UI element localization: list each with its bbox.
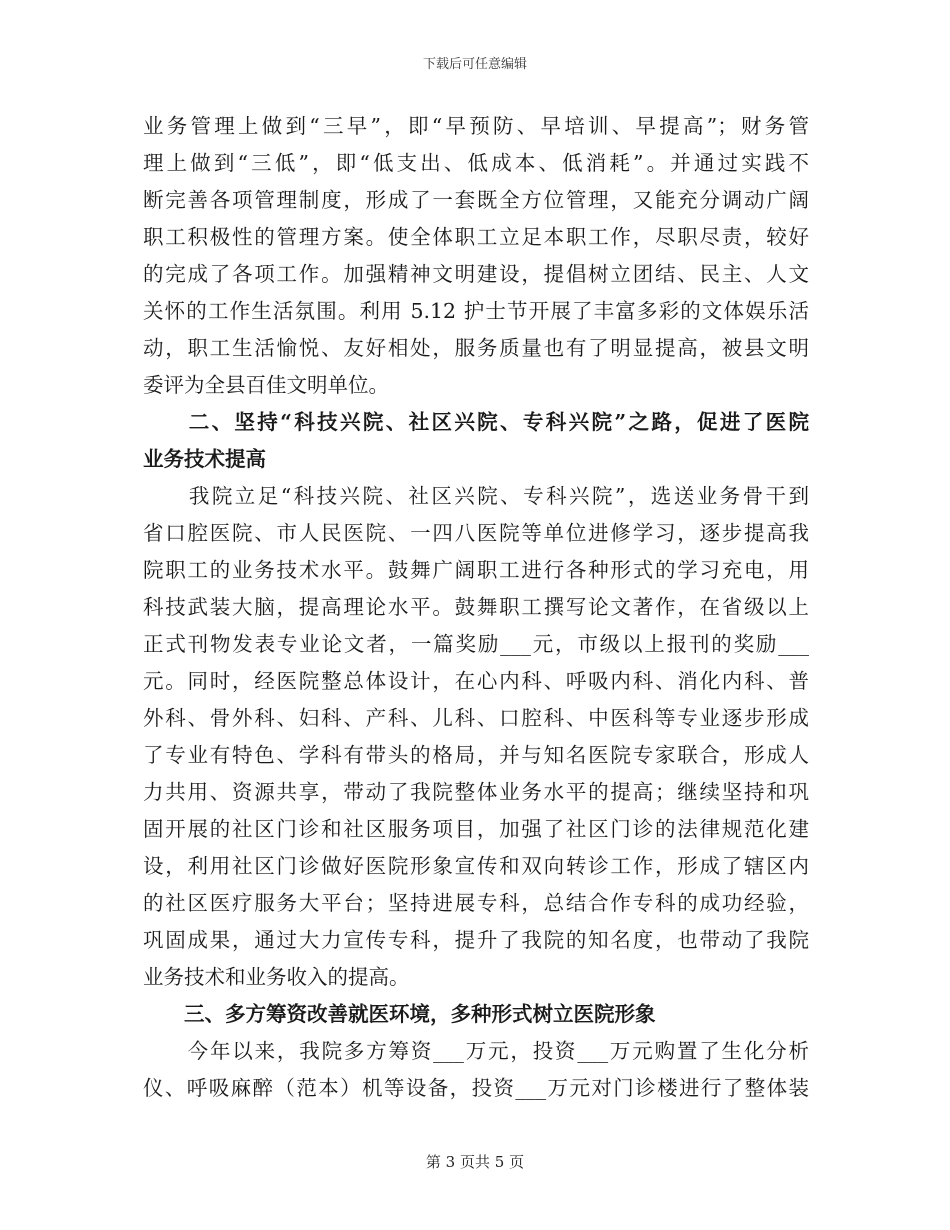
paragraph-line: 固开展的社区门诊和社区服务项目，加强了社区门诊的法律规范化建: [143, 817, 809, 841]
paragraph-line: 委评为全县百佳文明单位。: [143, 373, 389, 397]
paragraph-line: 的完成了各项工作。加强精神文明建设，提倡树立团结、民主、人文: [143, 262, 809, 286]
paragraph-line: 了专业有特色、学科有带头的格局，并与知名医院专家联合，形成人: [143, 743, 809, 767]
paragraph-line: 仪、呼吸麻醉（范本）机等设备，投资___万元对门诊楼进行了整体装: [143, 1076, 809, 1100]
document-body: [143, 108, 809, 1107]
paragraph-line: 省口腔医院、市人民医院、一四八医院等单位进修学习，逐步提高我: [143, 521, 809, 545]
paragraph-line: 业务管理上做到“三早”，即“早预防、早培训、早提高”；财务管: [143, 114, 809, 138]
page-header: 下载后可任意编辑: [422, 57, 527, 72]
paragraph-line: 断完善各项管理制度，形成了一套既全方位管理，又能充分调动广阔: [143, 188, 809, 212]
paragraph-line: 设，利用社区门诊做好医院形象宣传和双向转诊工作，形成了辖区内: [143, 854, 809, 878]
paragraph-line: 科技武装大脑，提高理论水平。鼓舞职工撰写论文著作，在省级以上: [143, 595, 809, 619]
section-heading-line: 二、坚持“科技兴院、社区兴院、专科兴院”之路，促进了医院: [143, 410, 809, 434]
paragraph-line: 我院立足“科技兴院、社区兴院、专科兴院”，选送业务骨干到: [143, 484, 809, 508]
paragraph-line: 今年以来，我院多方筹资___万元，投资___万元购置了生化分析: [143, 1039, 809, 1063]
paragraph-line: 理上做到“三低”，即“低支出、低成本、低消耗”。并通过实践不: [143, 151, 809, 175]
paragraph-line: 元。同时，经医院整总体设计，在心内科、呼吸内科、消化内科、普: [143, 669, 809, 693]
page-number-footer: 第 3 页共 5 页: [425, 1153, 525, 1171]
paragraph-line: 正式刊物发表专业论文者，一篇奖励___元，市级以上报刊的奖励___: [143, 632, 809, 656]
paragraph-line: 动，职工生活愉悦、友好相处，服务质量也有了明显提高，被县文明: [143, 336, 809, 360]
paragraph-line: 院职工的业务技术水平。鼓舞广阔职工进行各种形式的学习充电，用: [143, 558, 809, 582]
paragraph-line: 职工积极性的管理方案。使全体职工立足本职工作，尽职尽责，较好: [143, 225, 809, 249]
section-heading-line: 业务技术提高: [143, 447, 266, 471]
paragraph-line: 外科、骨外科、妇科、产科、儿科、口腔科、中医科等专业逐步形成: [143, 706, 809, 730]
section-heading-line: 三、多方筹资改善就医环境，多种形式树立医院形象: [143, 1002, 656, 1026]
paragraph-line: 的社区医疗服务大平台；坚持进展专科，总结合作专科的成功经验，: [143, 891, 809, 915]
paragraph-line: 力共用、资源共享，带动了我院整体业务水平的提高；继续坚持和巩: [143, 780, 809, 804]
paragraph-line: 关怀的工作生活氛围。利用 5.12 护士节开展了丰富多彩的文体娱乐活: [143, 299, 809, 323]
paragraph-line: 巩固成果，通过大力宣传专科，提升了我院的知名度，也带动了我院: [143, 928, 809, 952]
paragraph-line: 业务技术和业务收入的提高。: [143, 965, 410, 989]
